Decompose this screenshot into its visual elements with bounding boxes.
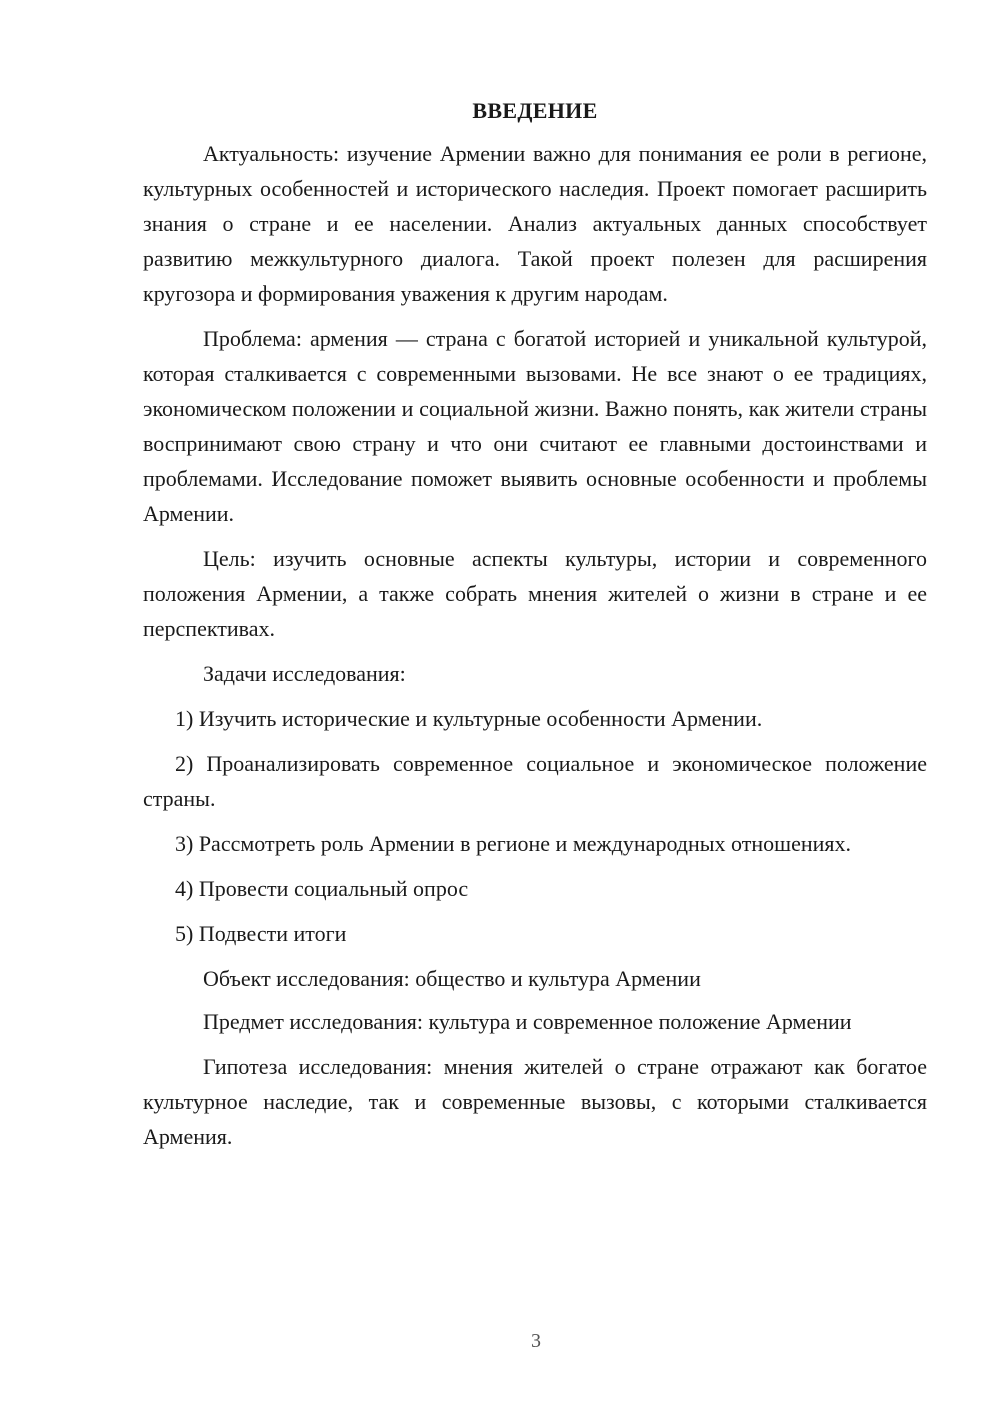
- page-number: 3: [531, 1330, 541, 1352]
- paragraph-hypothesis: Гипотеза исследования: мнения жителей о стране отражают как богатое культурное наследие, так и современные вызовы, с которыми сталкивается Армения.: [143, 1054, 927, 1149]
- list-item-task-2: 2) Проанализировать современное социальное и экономическое положение страны.: [143, 751, 927, 811]
- paragraph-relevance: Актуальность: изучение Армении важно для понимания ее роли в регионе, культурных особенностей и исторического наследия. Проект помогает расширить знания о стране и ее населении. Анализ актуальных данных способствует развитию межкультурного диалога. Такой проект полезен для расширения кругозора и формирования уважения к другим народам.: [143, 141, 927, 306]
- page-content: [143, 94, 927, 1164]
- list-item-task-5: 5) Подвести итоги: [175, 921, 347, 946]
- list-item-task-4: 4) Провести социальный опрос: [175, 876, 469, 901]
- paragraph-goal: Цель: изучить основные аспекты культуры, истории и современного положения Армении, а также собрать мнения жителей о жизни в стране и ее перспективах.: [143, 546, 927, 641]
- list-item-task-1: 1) Изучить исторические и культурные особенности Армении.: [175, 706, 763, 731]
- paragraph-tasks-heading: Задачи исследования:: [203, 661, 406, 686]
- paragraph-object: Объект исследования: общество и культура Армении: [203, 966, 701, 991]
- list-item-task-3: 3) Рассмотреть роль Армении в регионе и международных отношениях.: [175, 831, 852, 856]
- section-title: ВВЕДЕНИЕ: [472, 98, 598, 123]
- paragraph-problem: Проблема: армения — страна с богатой историей и уникальной культурой, которая сталкивается с современными вызовами. Не все знают о ее традициях, экономическом положении и социальной жизни. Важно понять, как жители страны воспринимают свою страну и что они считают ее главными достоинствами и проблемами. Исследование поможет выявить основные особенности и проблемы Армении.: [143, 326, 927, 526]
- paragraph-subject: Предмет исследования: культура и современное положение Армении: [203, 1009, 852, 1034]
